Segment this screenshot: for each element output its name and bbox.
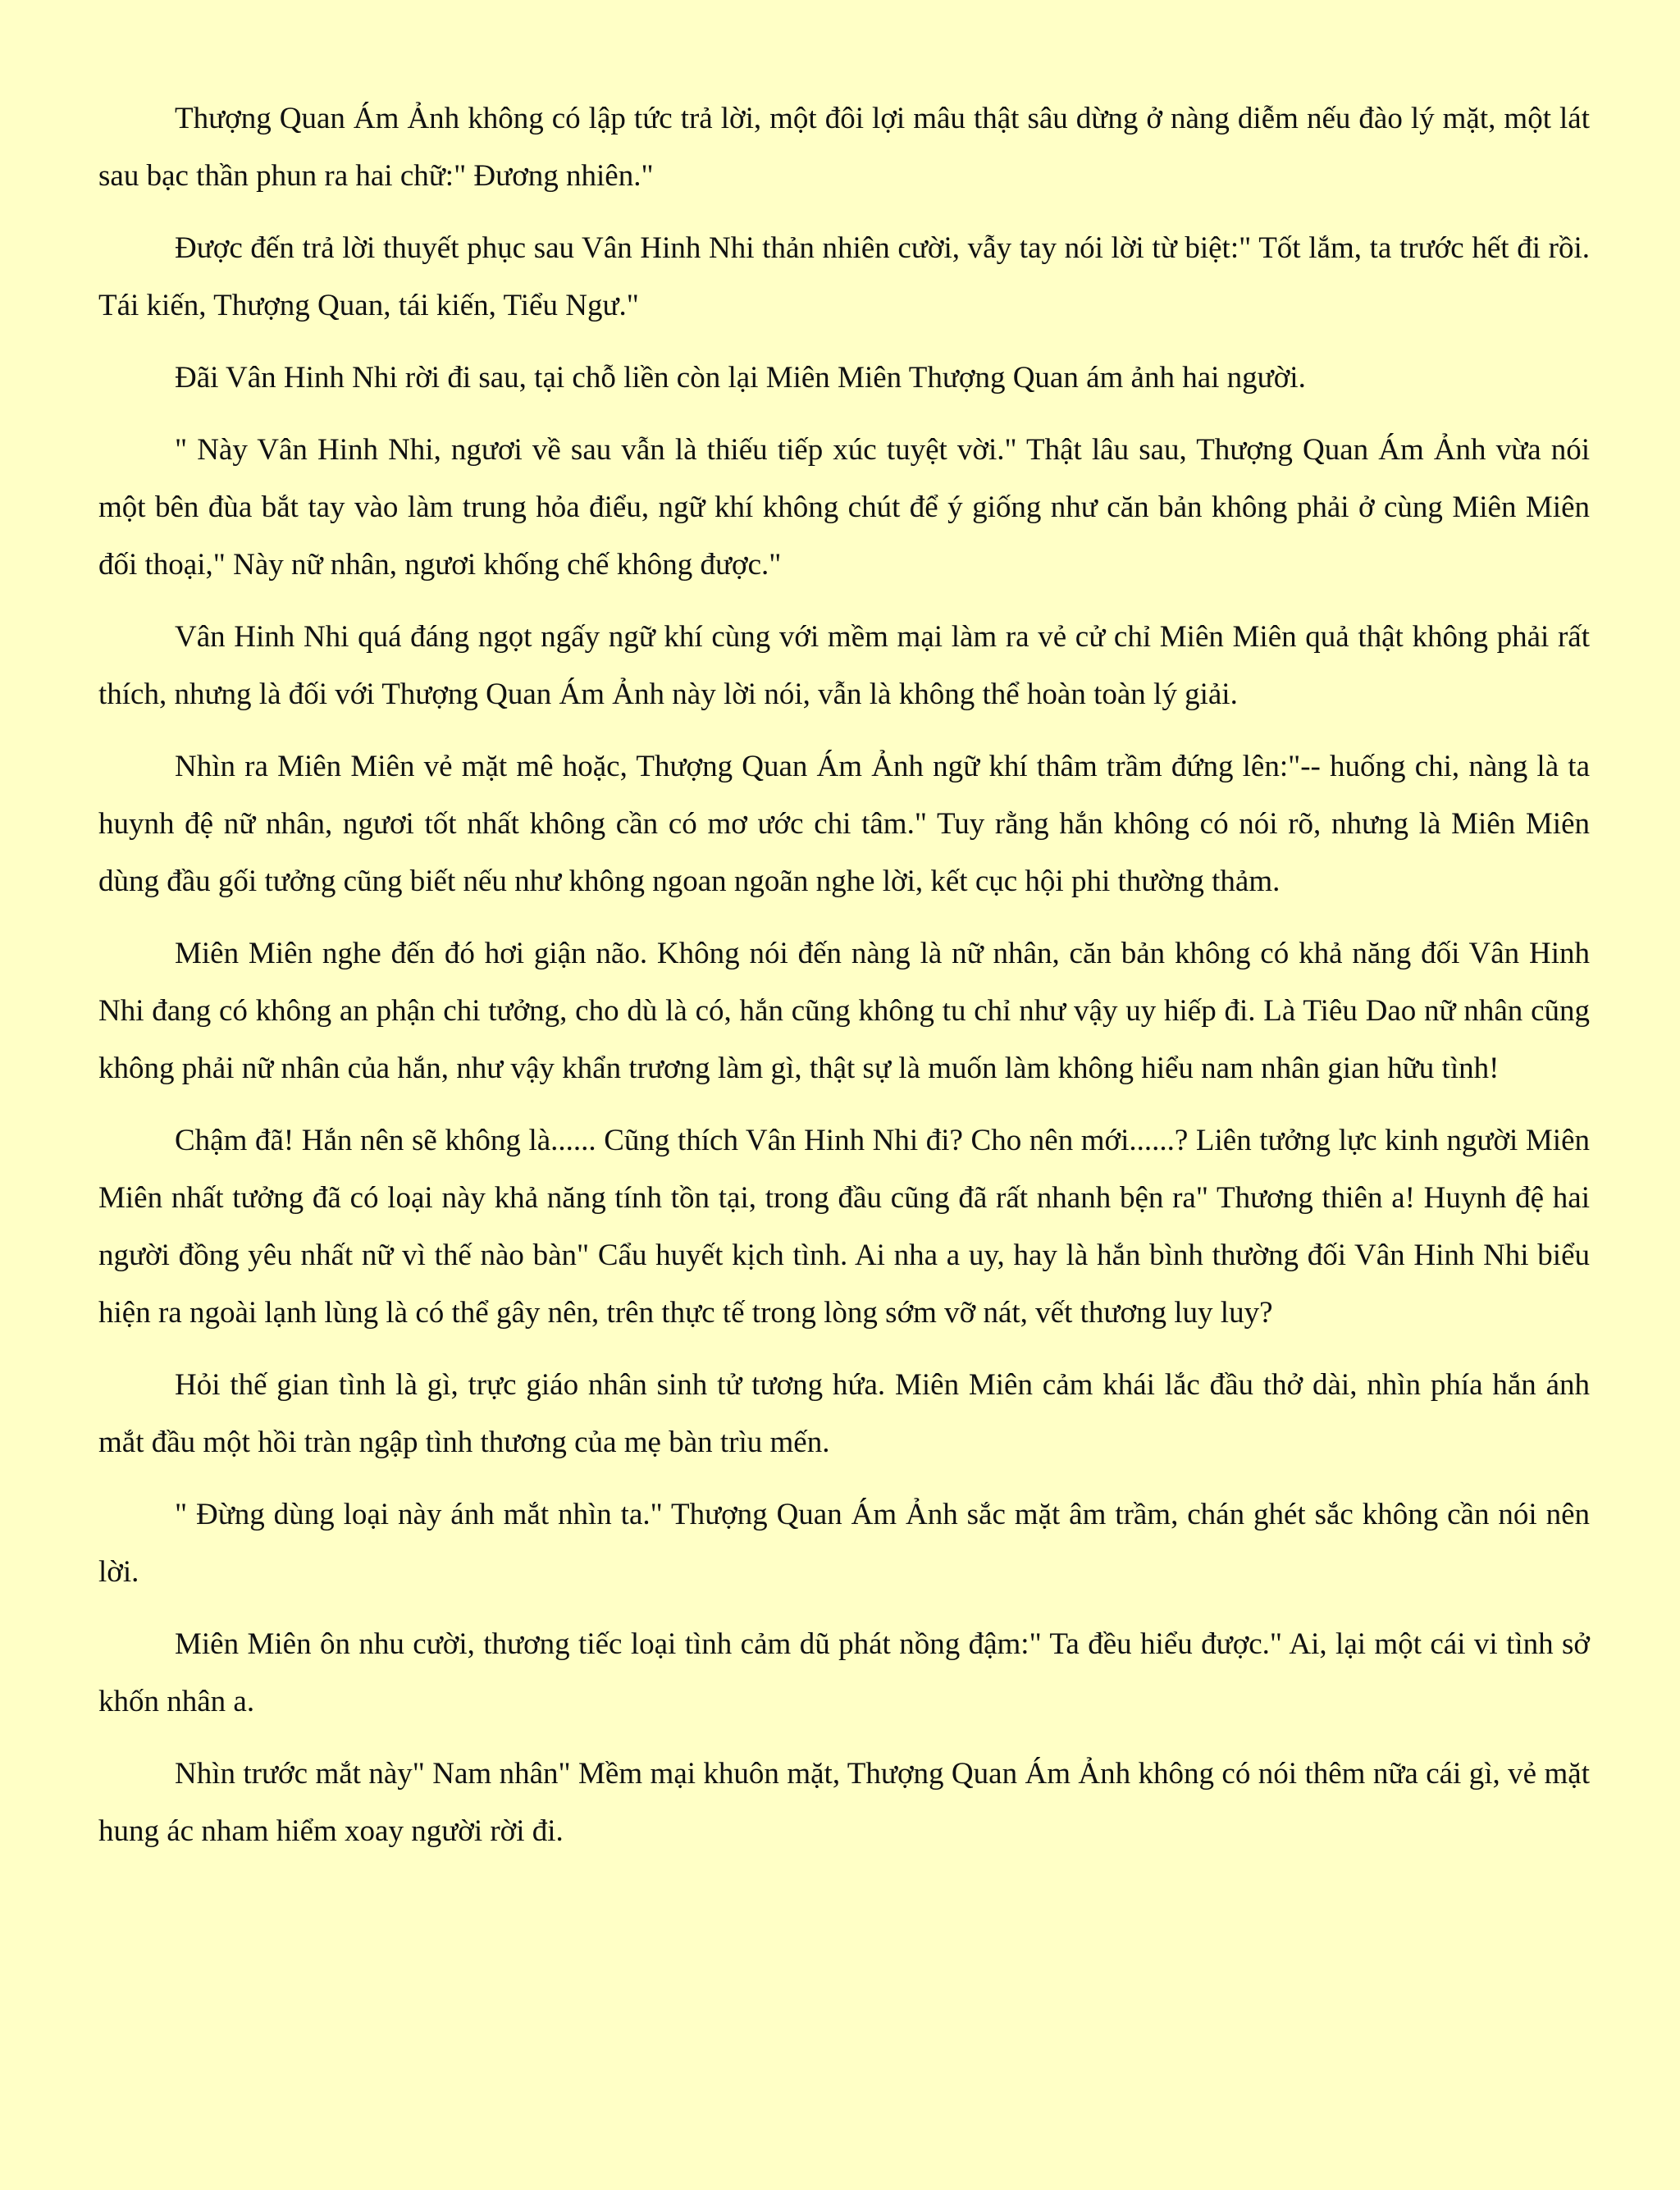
paragraph: " Đừng dùng loại này ánh mắt nhìn ta." Thượng Quan Ám Ảnh sắc mặt âm trầm, chán ghét sắc không cần nói nên lời. — [98, 1498, 1590, 1589]
paragraph: Nhìn trước mắt này" Nam nhân" Mềm mại khuôn mặt, Thượng Quan Ám Ảnh không có nói thêm nữa cái gì, vẻ mặt hung ác nham hiểm xoay người rời đi. — [98, 1757, 1590, 1848]
paragraph: Đãi Vân Hinh Nhi rời đi sau, tại chỗ liền còn lại Miên Miên Thượng Quan ám ảnh hai người. — [175, 361, 1306, 395]
paragraph: Miên Miên nghe đến đó hơi giận não. Không nói đến nàng là nữ nhân, căn bản không có khả năng đối Vân Hinh Nhi đang có không an phận chi tưởng, cho dù là có, hắn cũng không tu chỉ như vậy uy hiếp đi. Là Tiêu Dao nữ nhân cũng không phải nữ nhân của hắn, như vậy khẩn trương làm gì, thật sự là muốn làm không hiểu nam nhân gian hữu tình! — [98, 937, 1590, 1085]
paragraph: Thượng Quan Ám Ảnh không có lập tức trả lời, một đôi lợi mâu thật sâu dừng ở nàng diễm nếu đào lý mặt, một lát sau bạc thần phun ra hai chữ:" Đương nhiên." — [98, 102, 1590, 193]
paragraph: Hỏi thế gian tình là gì, trực giáo nhân sinh tử tương hứa. Miên Miên cảm khái lắc đầu thở dài, nhìn phía hắn ánh mắt đầu một hồi tràn ngập tình thương của mẹ bàn trìu mến. — [98, 1368, 1590, 1459]
paragraph: Được đến trả lời thuyết phục sau Vân Hinh Nhi thản nhiên cười, vẫy tay nói lời từ biệt:" Tốt lắm, ta trước hết đi rồi. Tái kiến, Thượng Quan, tái kiến, Tiểu Ngư." — [98, 231, 1590, 322]
paragraph: " Này Vân Hinh Nhi, ngươi về sau vẫn là thiếu tiếp xúc tuyệt vời." Thật lâu sau, Thượng Quan Ám Ảnh vừa nói một bên đùa bắt tay vào làm trung hỏa điểu, ngữ khí không chút để ý giống như căn bản không phải ở cùng Miên Miên đối thoại," Này nữ nhân, ngươi khống chế không được." — [98, 433, 1590, 582]
paragraph: Chậm đã! Hắn nên sẽ không là...... Cũng thích Vân Hinh Nhi đi? Cho nên mới......? Liên tưởng lực kinh người Miên Miên nhất tưởng đã có loại này khả năng tính tồn tại, trong đầu cũng đã rất nhanh bện ra" Thương thiên a! Huynh đệ hai người đồng yêu nhất nữ vì thế nào bàn" Cẩu huyết kịch tình. Ai nha a uy, hay là hắn bình thường đối Vân Hinh Nhi biểu hiện ra ngoài lạnh lùng là có thể gây nên, trên thực tế trong lòng sớm vỡ nát, vết thương luy luy? — [98, 1124, 1590, 1330]
paragraph: Vân Hinh Nhi quá đáng ngọt ngấy ngữ khí cùng với mềm mại làm ra vẻ cử chỉ Miên Miên quả thật không phải rất thích, nhưng là đối với Thượng Quan Ám Ảnh này lời nói, vẫn là không thể hoàn toàn lý giải. — [98, 620, 1590, 711]
paragraph: Nhìn ra Miên Miên vẻ mặt mê hoặc, Thượng Quan Ám Ảnh ngữ khí thâm trầm đứng lên:"-- huống chi, nàng là ta huynh đệ nữ nhân, ngươi tốt nhất không cần có mơ ước chi tâm." Tuy rằng hắn không có nói rõ, nhưng là Miên Miên dùng đầu gối tưởng cũng biết nếu như không ngoan ngoãn nghe lời, kết cục hội phi thường thảm. — [98, 750, 1590, 898]
paragraph: Miên Miên ôn nhu cười, thương tiếc loại tình cảm dũ phát nồng đậm:" Ta đều hiểu được." Ai, lại một cái vi tình sở khốn nhân a. — [98, 1627, 1590, 1718]
